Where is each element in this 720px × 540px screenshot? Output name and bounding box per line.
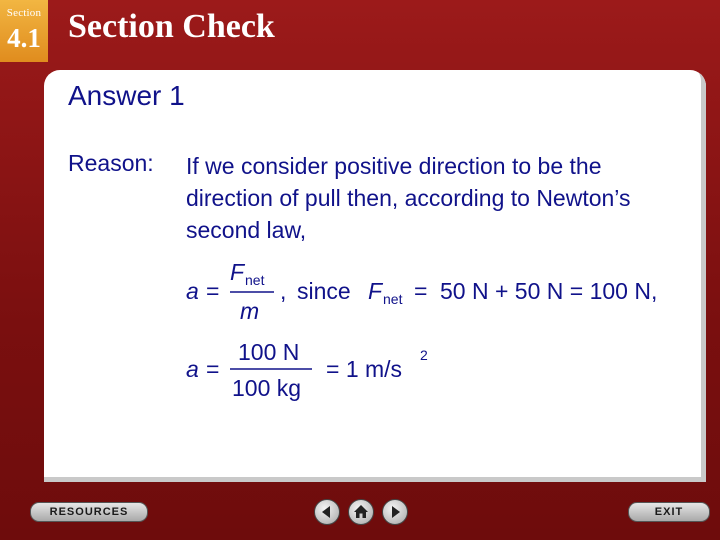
eq1-frac-den: m — [240, 298, 260, 324]
page-title: Section Check — [68, 8, 275, 45]
reason-text: If we consider positive direction to be the direction of pull then, according to Newton’s second law, — [186, 153, 631, 243]
eq2-frac-den: 100 kg — [232, 375, 302, 401]
arrow-right-icon — [383, 500, 407, 524]
equation-2 — [184, 336, 464, 414]
eq1-since: since — [297, 278, 351, 304]
eq1-frac-num-var: F — [230, 259, 245, 285]
eq2-frac-num: 100 N — [238, 339, 300, 365]
eq1-equals: = — [206, 278, 220, 304]
resources-button[interactable]: RESOURCES — [30, 502, 148, 522]
home-button[interactable] — [348, 499, 374, 525]
section-word: Section — [6, 7, 42, 19]
bottom-toolbar — [0, 482, 720, 540]
eq1-rhs-value: 50 N + 50 N = 100 N, — [440, 278, 658, 304]
arrow-left-icon — [315, 500, 339, 524]
section-number: 4.1 — [7, 23, 41, 53]
exit-button[interactable]: EXIT — [628, 502, 710, 522]
eq1-frac-num-sub: net — [245, 272, 265, 288]
eq1-rhs-sub: net — [383, 291, 403, 307]
eq1-rhs-equals: = — [414, 278, 428, 304]
previous-button[interactable] — [314, 499, 340, 525]
equation-1 — [184, 256, 704, 332]
eq2-lhs: a — [186, 356, 199, 382]
eq1-rhs-var: F — [368, 278, 383, 304]
answer-title: Answer 1 — [68, 80, 185, 111]
eq1-comma: , — [280, 278, 287, 304]
home-icon — [349, 500, 373, 524]
eq2-equals: = — [206, 356, 220, 382]
reason-label: Reason: — [68, 150, 154, 176]
content-panel — [44, 70, 706, 482]
section-tab — [0, 0, 48, 62]
eq1-lhs: a — [186, 278, 199, 304]
eq2-result-exponent: 2 — [420, 347, 428, 363]
eq2-result: = 1 m/s — [326, 356, 403, 382]
next-button[interactable] — [382, 499, 408, 525]
